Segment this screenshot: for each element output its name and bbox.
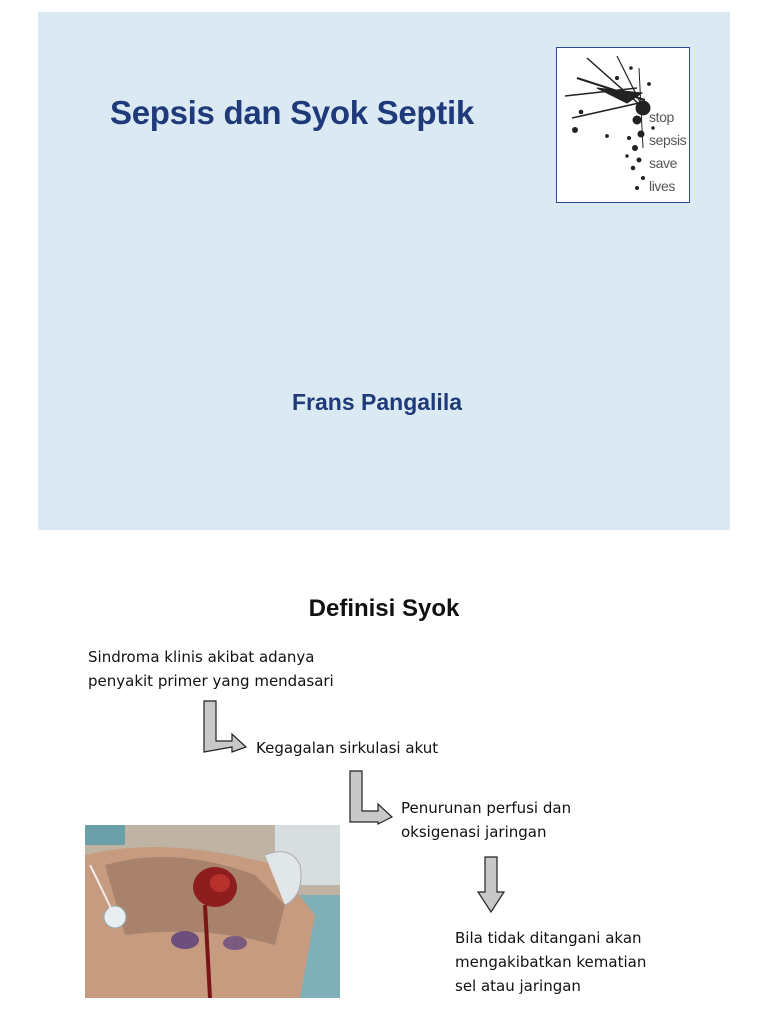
- logo-text: [649, 106, 686, 198]
- bent-arrow-icon: [348, 770, 394, 826]
- text-line: mengakibatkan kematian: [455, 953, 647, 971]
- step-2-text: Kegagalan sirkulasi akut: [256, 739, 439, 757]
- text-line: Bila tidak ditangani akan: [455, 929, 642, 947]
- step-4-text: [455, 926, 646, 998]
- text-line: penyakit primer yang mendasari: [88, 672, 334, 690]
- logo-line: lives: [649, 178, 676, 194]
- text-line: oksigenasi jaringan: [401, 823, 547, 841]
- step-1-text: [88, 645, 334, 693]
- author-name: Frans Pangalila: [292, 389, 463, 415]
- text-line: sel atau jaringan: [455, 977, 581, 995]
- stop-sepsis-logo: [556, 47, 690, 203]
- logo-line: save: [649, 155, 677, 171]
- down-arrow-icon: [477, 856, 505, 914]
- text-line: Penurunan perfusi dan: [401, 799, 572, 817]
- text-line: Sindroma klinis akibat adanya: [88, 648, 315, 666]
- slide-title: Definisi Syok: [308, 595, 460, 622]
- logo-line: sepsis: [649, 132, 687, 148]
- step-3-text: [401, 796, 571, 844]
- title-slide: [38, 12, 730, 530]
- presentation-title: Sepsis dan Syok Septik: [110, 94, 474, 131]
- bent-arrow-icon: [202, 700, 248, 756]
- logo-line: stop: [649, 109, 674, 125]
- patient-photo-image: [85, 825, 340, 998]
- patient-photo: [85, 825, 340, 998]
